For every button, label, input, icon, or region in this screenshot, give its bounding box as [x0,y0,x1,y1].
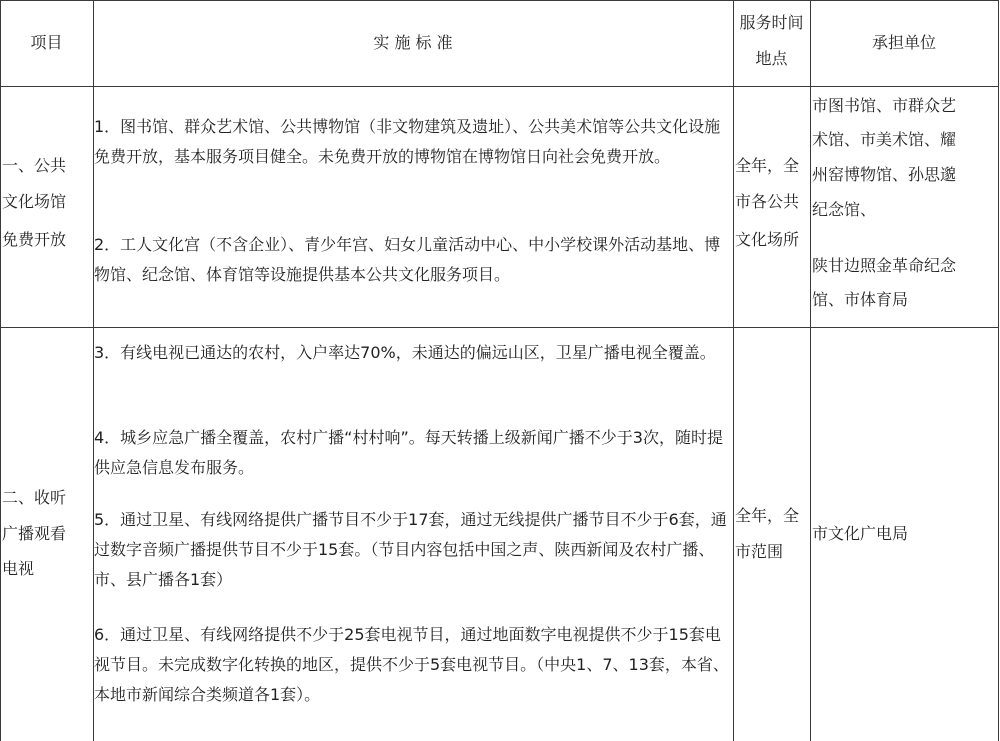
header-standard: 实 施 标 准 [373,33,453,52]
row1-time-line: 市各公共 [735,192,800,211]
row1-unit-line: 州窑博物馆、孙思邈 [812,165,957,184]
row1-item-line: 文化场馆 [2,192,67,211]
grid-line [998,0,999,741]
row1-unit-line: 陕甘边照金革命纪念 [812,256,957,275]
row1-unit-line: 纪念馆、 [812,200,877,219]
grid-line [0,0,1,741]
row2-standard-3: 3．有线电视已通达的农村，入户率达70%，未通达的偏远山区，卫星广播电视全覆盖。 [94,343,716,362]
row1-standard-2: 2．工人文化宫（不含企业）、青少年宫、妇女儿童活动中心、中小学校课外活动基地、博物馆、纪念馆、体育馆等设施提供基本公共文化服务项目。 [94,235,721,284]
row1-standard-1: 1．图书馆、群众艺术馆、公共博物馆（非文物建筑及遗址）、公共美术馆等公共文化设施免费开放，基本服务项目健全。未免费开放的博物馆在博物馆日向社会免费开放。 [94,117,721,166]
header-time-line2: 地点 [755,49,788,68]
row1-unit-line: 馆、市体育局 [812,290,909,309]
grid-line [0,327,999,328]
grid-line [0,0,999,1]
header-item: 项目 [30,33,63,52]
row1-unit-line: 市图书馆、市群众艺 [812,96,957,115]
row2-item-line: 二、收听 [2,488,67,507]
row2-item-line: 电视 [2,559,35,578]
row2-time-line: 全年，全 [735,506,800,525]
row2-item-line: 广播观看 [2,524,67,543]
row1-item-line: 免费开放 [2,230,67,249]
row2-unit: 市文化广电局 [812,524,909,543]
header-time-line1: 服务时间 [739,13,804,32]
row1-time-line: 文化场所 [735,230,800,249]
row2-standard-5: 5．通过卫星、有线网络提供广播节目不少于17套，通过无线提供广播节目不少于6套，通过数字音频广播提供节目不少于15套。（节目内容包括中国之声、陕西新闻及农村广播、市、县广播各1套） [94,510,727,589]
row1-unit-line: 术馆、市美术馆、耀 [812,130,957,149]
grid-line [0,86,999,87]
grid-line [810,0,811,741]
row2-standard-6: 6．通过卫星、有线网络提供不少于25套电视节目，通过地面数字电视提供不少于15套电视节目。未完成数字化转换的地区，提供不少于5套电视节目。（中央1、7、13套，本省、本地市新闻综合类频道各1套）。 [94,625,729,704]
header-unit: 承担单位 [871,33,936,52]
row1-item-line: 一、公共 [2,156,67,175]
row1-time-line: 全年，全 [735,156,800,175]
row2-time-line: 市范围 [735,542,784,561]
row2-standard-4: 4．城乡应急广播全覆盖，农村广播“村村响”。每天转播上级新闻广播不少于3次，随时提供应急信息发布服务。 [94,428,723,477]
